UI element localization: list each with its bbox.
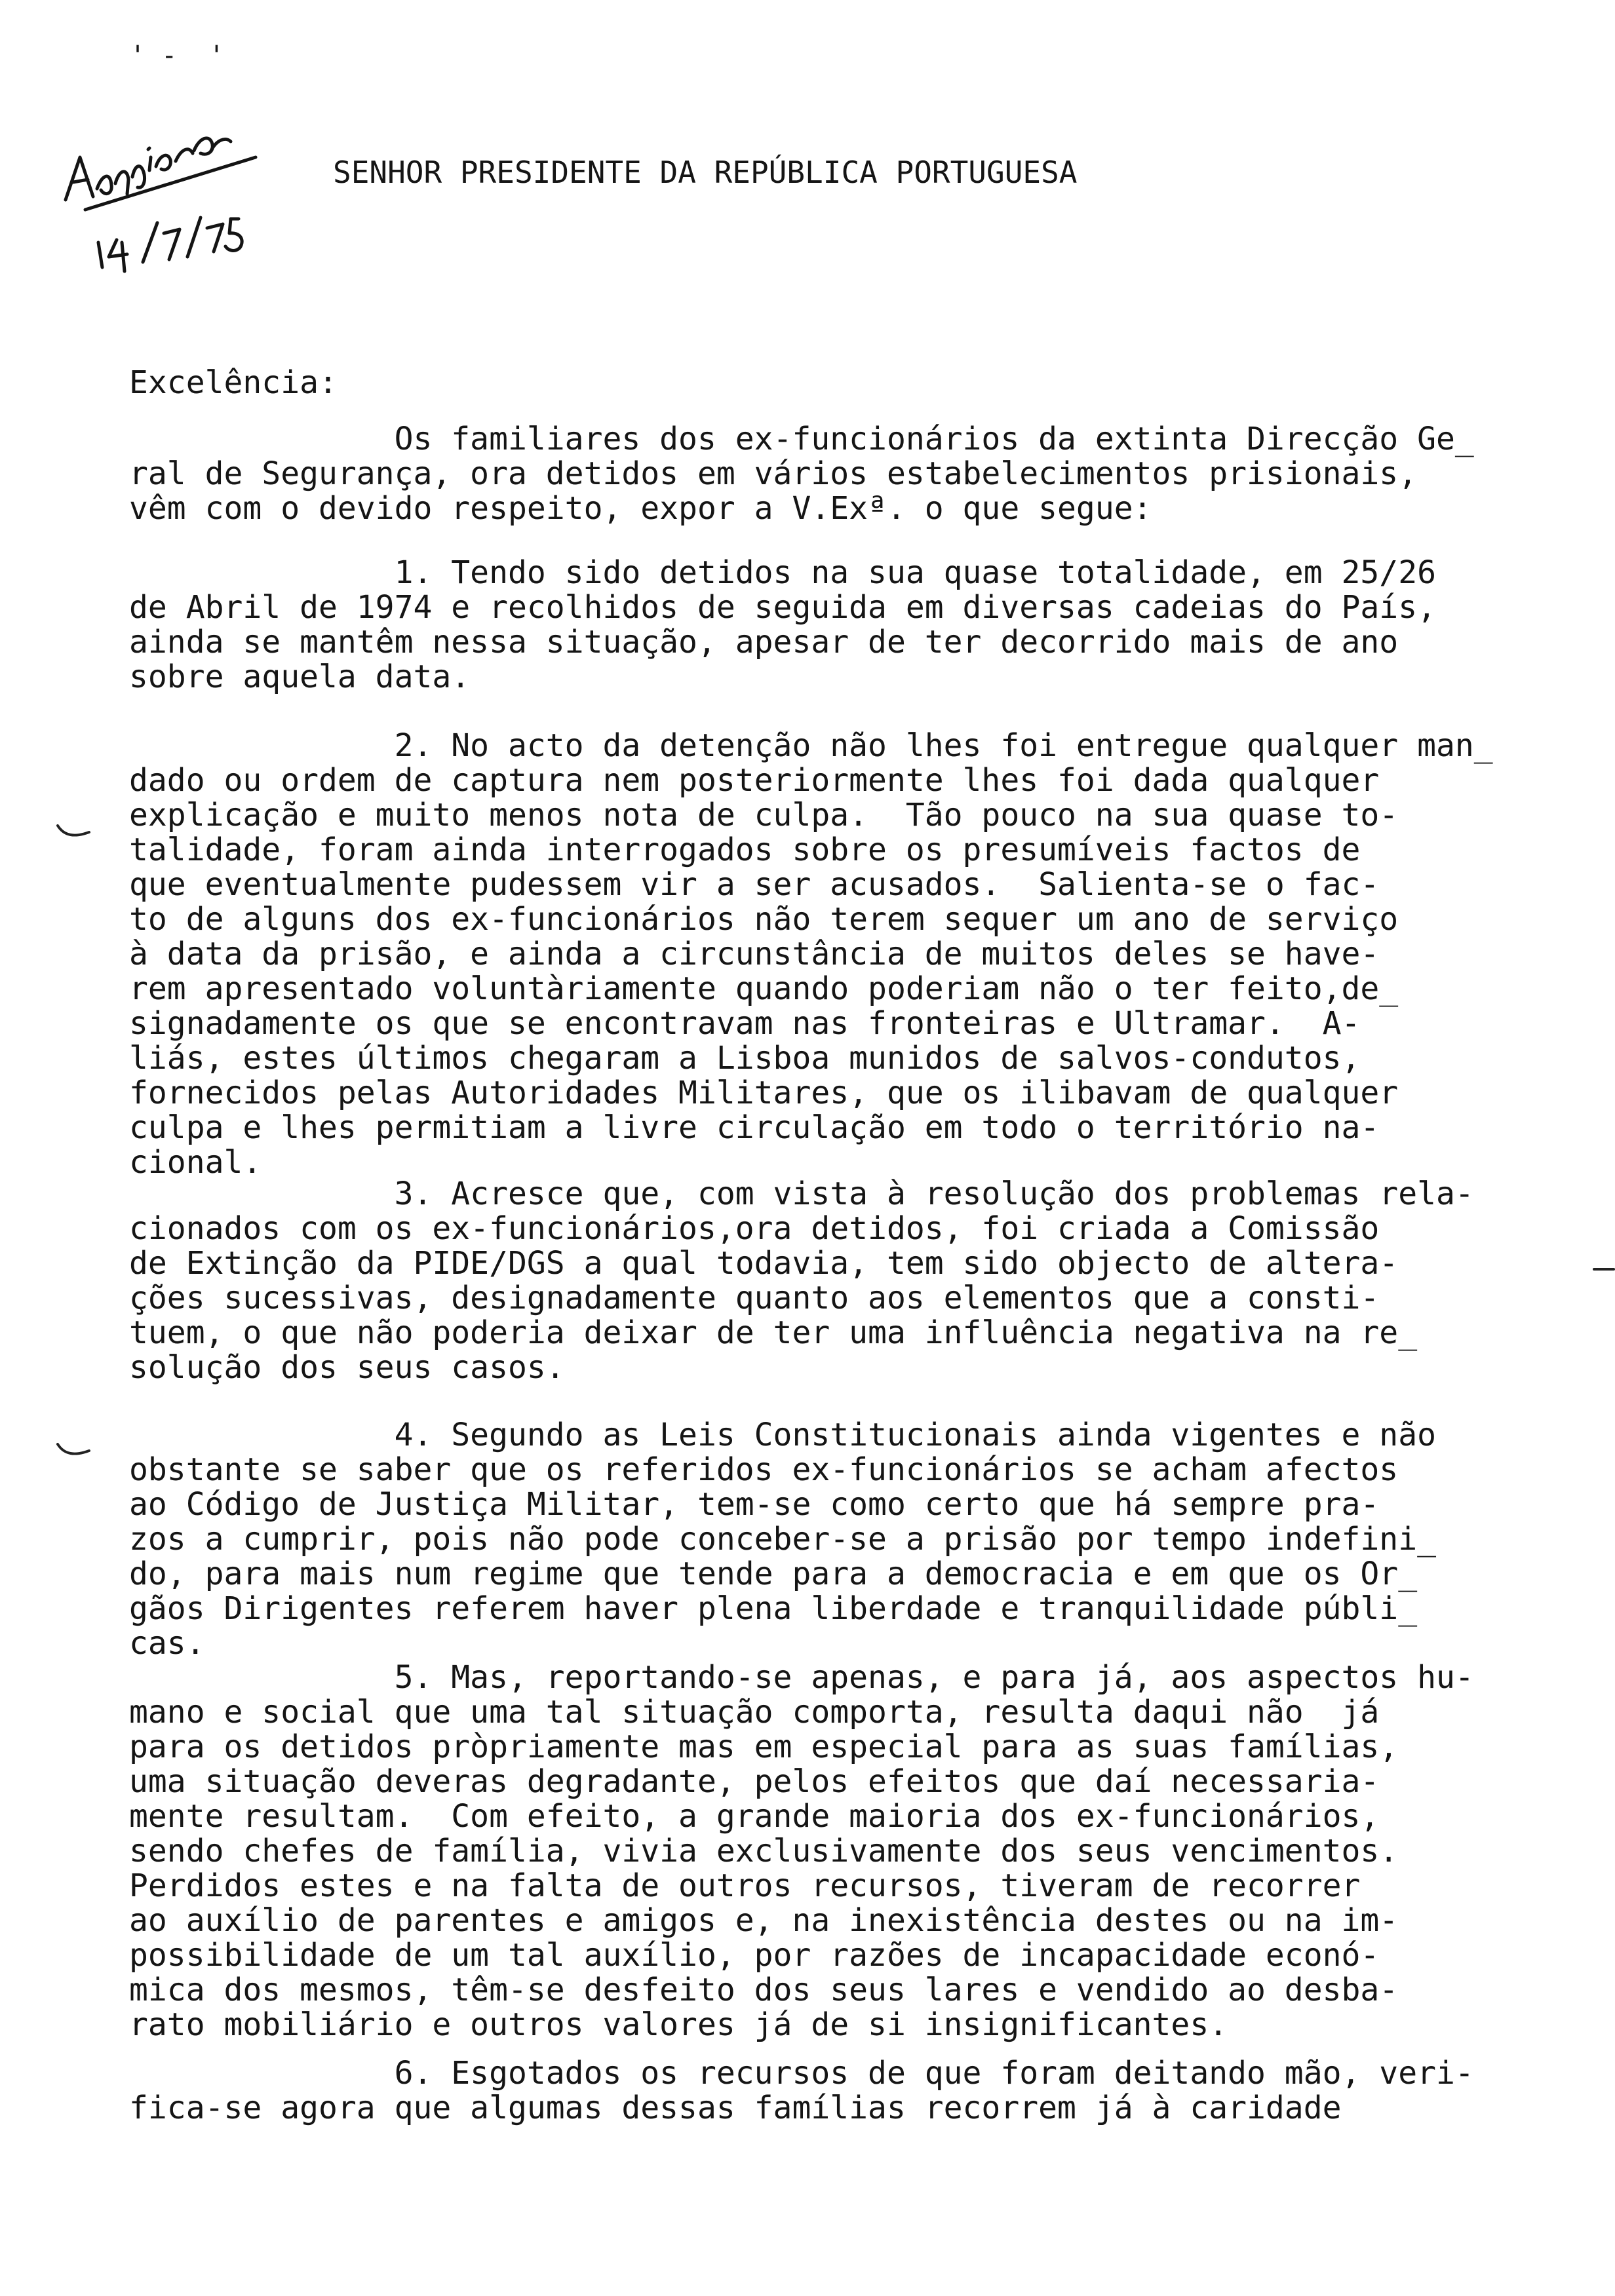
text-line: zos a cumprir, pois não pode conceber-se a prisão por tempo indefini_ [129,1521,1436,1558]
text-line: culpa e lhes permitiam a livre circulação em todo o território na- [129,1109,1380,1146]
text-line: 3. Acresce que, com vista à resolução dos problemas rela- [129,1176,1474,1212]
text-line: fornecidos pelas Autoridades Militares, que os ilibavam de qualquer [129,1075,1399,1111]
text-line: explicação e muito menos nota de culpa. Tão pouco na sua quase to- [129,797,1399,833]
text-line: 5. Mas, reportando-se apenas, e para já, aos aspectos hu- [129,1659,1474,1696]
text-line: talidade, foram ainda interrogados sobre os presumíveis factos de [129,832,1361,868]
text-line: mica dos mesmos, têm-se desfeito dos seus lares e vendido ao desba- [129,1972,1399,2008]
text-line: que eventualmente pudessem vir a ser acusados. Salienta-se o fac- [129,866,1380,903]
text-line: ainda se mantêm nessa situação, apesar de ter decorrido mais de ano [129,624,1399,660]
text-line: vêm com o devido respeito, expor a V.Exª. o que segue: [129,490,1152,527]
margin-tick-mark [55,1440,94,1460]
text-line: 6. Esgotados os recursos de que foram deitando mão, veri- [129,2055,1474,2092]
text-line: mano e social que uma tal situação comporta, resulta daqui não já [129,1694,1380,1731]
text-line: do, para mais num regime que tende para a democracia e em que os Or_ [129,1556,1418,1592]
paragraph-4 [129,1418,1436,1661]
text-line: uma situação deveras degradante, pelos efeitos que daí necessaria- [129,1763,1380,1800]
paragraph-2 [129,729,1493,1180]
text-line: possibilidade de um tal auxílio, por razões de incapacidade econó- [129,1937,1380,1974]
text-line: cas. [129,1625,205,1662]
text-line: to de alguns dos ex-funcionários não terem sequer um ano de serviço [129,901,1399,938]
text-line: cional. [129,1144,262,1181]
text-line: gãos Dirigentes referem haver plena liberdade e tranquilidade públi_ [129,1590,1418,1627]
margin-dash-mark [1593,1266,1615,1272]
salutation: Excelência: [129,364,338,401]
text-line: rem apresentado voluntàriamente quando poderiam não o ter feito,de_ [129,970,1399,1007]
text-line: Perdidos estes e na falta de outros recursos, tiveram de recorrer [129,1867,1361,1904]
text-line: 1. Tendo sido detidos na sua quase totalidade, em 25/26 [129,554,1436,591]
text-line: tuem, o que não poderia deixar de ter uma influência negativa na re_ [129,1314,1418,1351]
text-line: liás, estes últimos chegaram a Lisboa munidos de salvos-condutos, [129,1040,1361,1077]
text-line: solução dos seus casos. [129,1349,565,1386]
text-line: Os familiares dos ex-funcionários da extinta Direcção Ge_ [129,421,1474,457]
text-line: ao Código de Justiça Militar, tem-se como certo que há sempre pra- [129,1486,1380,1523]
text-line: sendo chefes de família, vivia exclusivamente dos seus vencimentos. [129,1833,1399,1869]
text-line: signadamente os que se encontravam nas fronteiras e Ultramar. A- [129,1005,1361,1042]
text-line: 4. Segundo as Leis Constitucionais ainda vigentes e não [129,1417,1436,1453]
paragraph-1 [129,556,1436,695]
handwritten-annotation [59,111,295,282]
text-line: cionados com os ex-funcionários,ora detidos, foi criada a Comissão [129,1210,1380,1247]
paragraph-6 [129,2056,1474,2126]
text-line: de Extinção da PIDE/DGS a qual todavia, tem sido objecto de altera- [129,1245,1399,1282]
text-line: ções sucessivas, designadamente quanto aos elementos que a consti- [129,1280,1380,1316]
intro-paragraph [129,422,1474,526]
text-line: sobre aquela data. [129,659,471,695]
text-line: à data da prisão, e ainda a circunstância de muitos deles se have- [129,936,1380,972]
text-line: de Abril de 1974 e recolhidos de seguida em diversas cadeias do País, [129,589,1436,626]
text-line: ao auxílio de parentes e amigos e, na inexistência destes ou na im- [129,1902,1399,1939]
text-line: 2. No acto da detenção não lhes foi entregue qualquer man_ [129,727,1493,764]
text-line: dado ou ordem de captura nem posteriormente lhes foi dada qualquer [129,762,1380,799]
paragraph-3 [129,1177,1474,1385]
letter-heading: SENHOR PRESIDENTE DA REPÚBLICA PORTUGUESA [333,155,1078,190]
text-line: mente resultam. Com efeito, a grande maioria dos ex-funcionários, [129,1798,1380,1835]
margin-tick-mark [55,822,94,841]
text-line: rato mobiliário e outros valores já de si insignificantes. [129,2006,1228,2043]
text-line: obstante se saber que os referidos ex-funcionários se acham afectos [129,1451,1399,1488]
text-line: ral de Segurança, ora detidos em vários estabelecimentos prisionais, [129,455,1418,492]
text-line: fica-se agora que algumas dessas famílias recorrem já à caridade [129,2090,1342,2126]
paragraph-5 [129,1660,1474,2042]
text-line: para os detidos pròpriamente mas em especial para as suas famílias, [129,1729,1399,1765]
top-left-dash-mark: ' - ' [130,41,225,71]
